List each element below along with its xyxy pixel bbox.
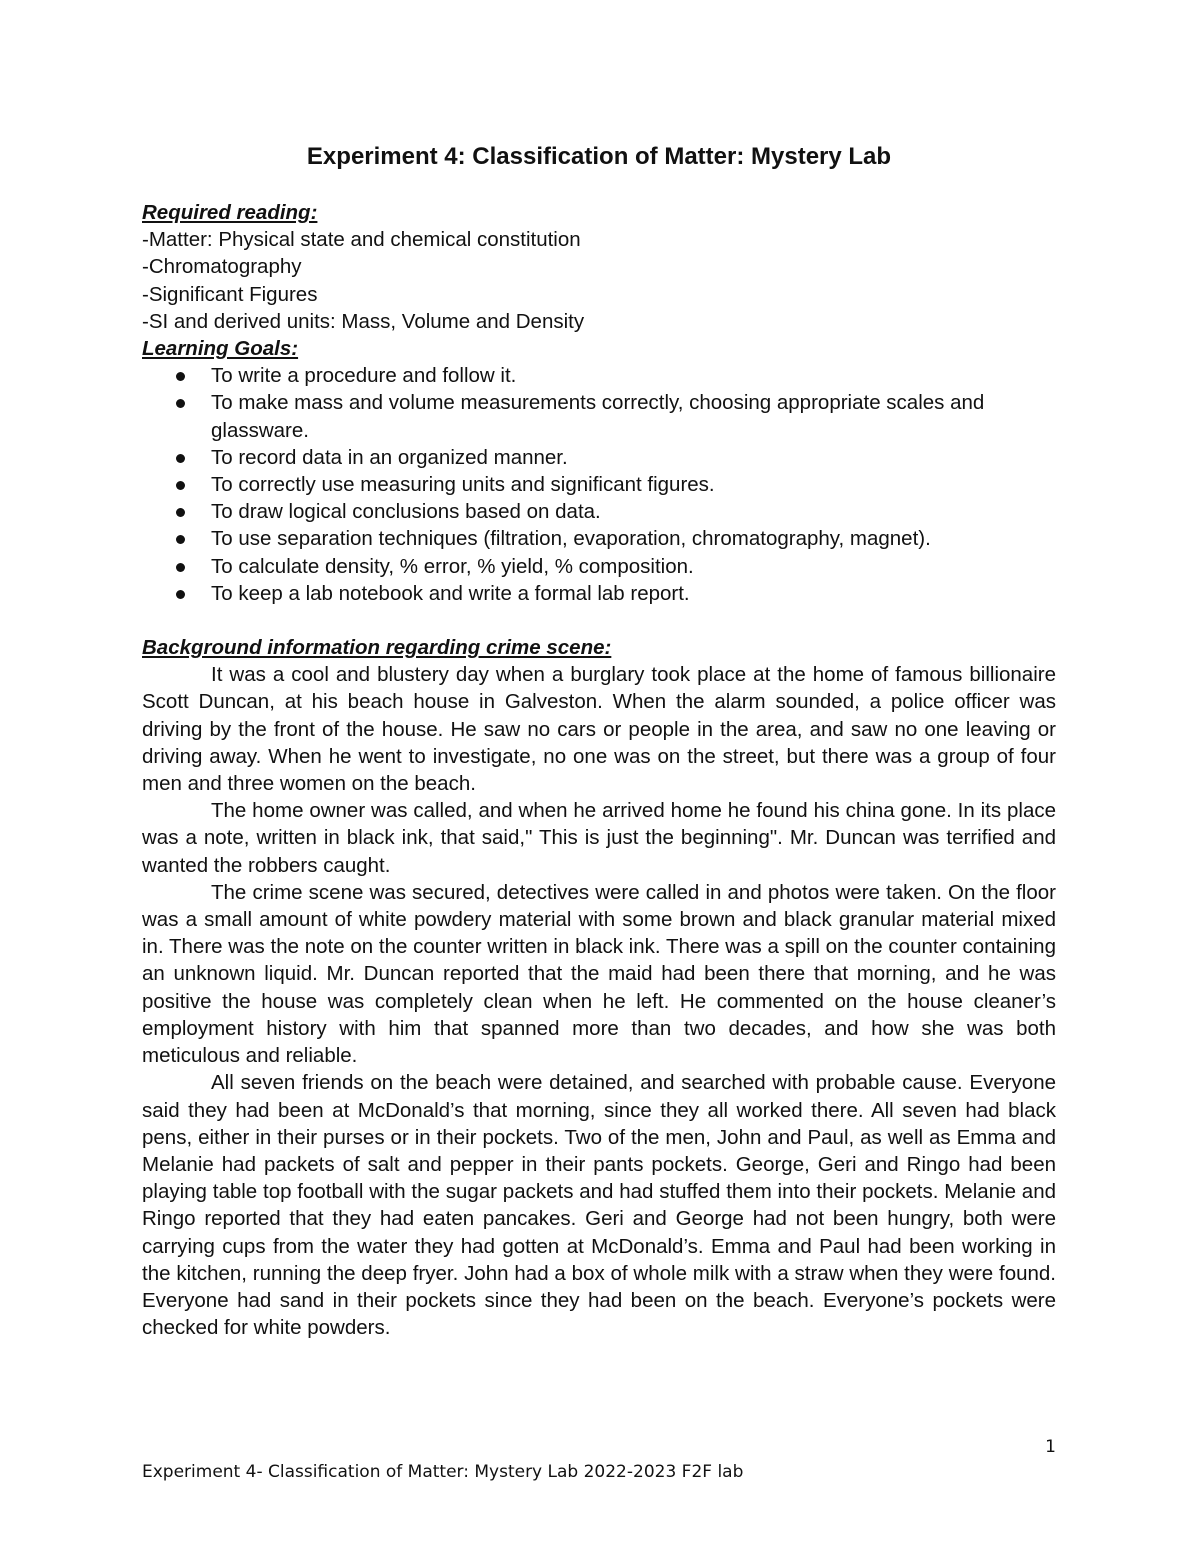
goal-text: To write a procedure and follow it. bbox=[211, 364, 517, 388]
document-page bbox=[142, 0, 1056, 1553]
document-body bbox=[142, 199, 1056, 1341]
bullet-icon bbox=[176, 563, 185, 572]
goal-text: To correctly use measuring units and significant figures. bbox=[211, 473, 715, 497]
bullet-icon bbox=[176, 535, 185, 544]
bullet-icon bbox=[176, 372, 185, 381]
background-paragraph: It was a cool and blustery day when a burglary took place at the home of famous billionaire Scott Duncan, at his beach house in Galveston. When the alarm sounded, a police officer was driving by the front of the house. He saw no cars or people in the area, and saw no one leaving or driving away. When he went to investigate, no one was on the street, but there was a group of four men and three women on the beach. bbox=[142, 663, 1056, 796]
background-heading: Background information regarding crime scene: bbox=[142, 636, 612, 660]
goal-text: To calculate density, % error, % yield, % composition. bbox=[211, 554, 694, 578]
reading-item: -Matter: Physical state and chemical constitution bbox=[142, 228, 581, 252]
goal-text: To record data in an organized manner. bbox=[211, 445, 568, 469]
bullet-icon bbox=[176, 454, 185, 463]
reading-item: -Significant Figures bbox=[142, 282, 318, 306]
goal-text: To draw logical conclusions based on data. bbox=[211, 500, 601, 524]
list-item bbox=[142, 498, 1056, 525]
document-title: Experiment 4: Classification of Matter: Mystery Lab bbox=[306, 143, 892, 170]
bullet-icon bbox=[176, 399, 185, 408]
goal-text: To keep a lab notebook and write a formal lab report. bbox=[211, 581, 690, 605]
list-item bbox=[142, 444, 1056, 471]
goal-text: To make mass and volume measurements correctly, choosing appropriate scales and glassware. bbox=[211, 391, 985, 442]
page-footer: Experiment 4- Classification of Matter: Mystery Lab 2022-2023 F2F lab bbox=[142, 1462, 744, 1482]
background-paragraph: The home owner was called, and when he arrived home he found his china gone. In its place was a note, written in black ink, that said," This is just the beginning". Mr. Duncan was terrified and wanted the robbers caught. bbox=[142, 799, 1056, 877]
list-item bbox=[142, 471, 1056, 498]
learning-goals-heading: Learning Goals: bbox=[142, 337, 299, 361]
reading-item: -SI and derived units: Mass, Volume and Density bbox=[142, 309, 585, 333]
background-paragraph: The crime scene was secured, detectives were called in and photos were taken. On the floor was a small amount of white powdery material with some brown and black granular material mixed in. There was the note on the counter written in black ink. There was a spill on the counter containing an unknown liquid. Mr. Duncan reported that the maid had been there that morning, and he was positive the house was completely clean when he left. He commented on the house cleaner’s employment history with him that spanned more than two decades, and how she was both meticulous and reliable. bbox=[142, 880, 1056, 1068]
list-item bbox=[142, 525, 1056, 552]
reading-item: -Chromatography bbox=[142, 255, 302, 279]
required-reading-heading: Required reading: bbox=[142, 201, 318, 224]
bullet-icon bbox=[176, 481, 185, 490]
learning-goals-list bbox=[142, 362, 1056, 607]
list-item bbox=[142, 580, 1056, 607]
list-item bbox=[142, 553, 1056, 580]
bullet-icon bbox=[176, 508, 185, 517]
list-item bbox=[142, 389, 1056, 443]
bullet-icon bbox=[176, 590, 185, 599]
page-number: 1 bbox=[1045, 1437, 1056, 1457]
background-paragraph: All seven friends on the beach were detained, and searched with probable cause. Everyone said they had been at McDonald’s that morning, since they all worked there. All seven had black pens, either in their purses or in their pockets. Two of the men, John and Paul, as well as Emma and Melanie had packets of salt and pepper in their pants pockets. George, Geri and Ringo had been playing table top football with the sugar packets and had stuffed them into their pockets. Melanie and Ringo reported that they had eaten pancakes. Geri and George had not been hungry, both were carrying cups from the water they had gotten at McDonald’s. Emma and Paul had been working in the kitchen, running the deep fryer. John had a box of whole milk with a straw when they were found. Everyone had sand in their pockets since they had been on the beach. Everyone’s pockets were checked for white powders. bbox=[142, 1071, 1056, 1340]
goal-text: To use separation techniques (filtration, evaporation, chromatography, magnet). bbox=[211, 527, 931, 551]
list-item bbox=[142, 362, 1056, 389]
